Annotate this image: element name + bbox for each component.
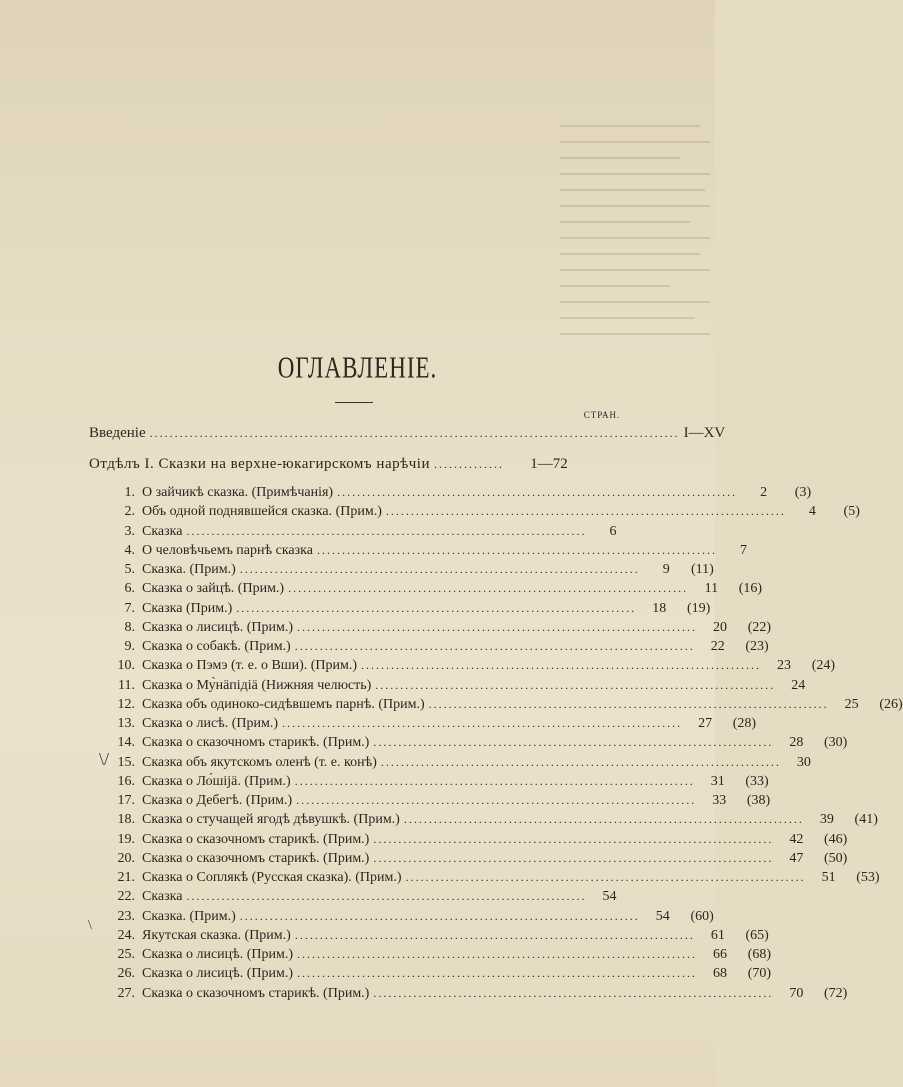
toc-entry-title: Сказка о Соплякѣ (Русская сказка). (Прим.) — [142, 870, 402, 885]
toc-entry-number: 26. — [117, 966, 135, 982]
toc-entry-number: 19. — [117, 831, 135, 847]
toc-entry-page: 31 — [710, 773, 725, 789]
toc-entry-row — [105, 947, 772, 967]
pencil-check-mark: \ — [88, 918, 92, 933]
toc-entry-page: 30 — [796, 754, 811, 770]
dot-leader: ................................................................................ — [375, 677, 776, 692]
dot-leader: ................................................................................ — [373, 985, 774, 1000]
toc-entry-number: 15. — [117, 754, 135, 770]
toc-intro-pages: I—XV — [683, 425, 726, 441]
toc-entry-note-page: (24) — [811, 658, 836, 674]
dot-leader: ................................................................................ — [294, 773, 695, 788]
toc-entry-page: 2 — [760, 485, 768, 500]
dot-leader: ................................................................................ — [288, 581, 689, 596]
toc-entry-number: 25. — [117, 947, 135, 962]
toc-entry-note-page: (46) — [824, 831, 848, 847]
toc-entry-note-page: (5) — [843, 504, 860, 520]
toc-entry-note-page: (22) — [747, 619, 772, 635]
toc-entry-title: Сказка о лисицѣ. (Прим.) — [142, 619, 294, 635]
toc-section-label: Отдѣлъ I. Сказки на верхне-юкагирскомъ нарѣчіи — [89, 456, 431, 472]
toc-entry-page: 9 — [662, 562, 670, 577]
dot-leader: ................................................................................ — [403, 812, 804, 827]
toc-entry-row — [105, 716, 757, 736]
toc-intro-label: Введеніе — [89, 425, 146, 441]
toc-entry-note-page: (23) — [745, 639, 769, 654]
toc-entry-row — [105, 850, 848, 871]
toc-entry-page: 28 — [789, 735, 804, 751]
dot-leader: ................................................................................ — [294, 639, 695, 653]
dot-leader: .......................................................................................................... — [149, 426, 680, 440]
toc-entry-page: 6 — [609, 523, 617, 539]
toc-entry-note-page: (65) — [745, 927, 769, 943]
dot-leader: ................................................................................ — [282, 716, 683, 730]
toc-entry-row — [105, 773, 769, 794]
toc-entry-row — [105, 581, 763, 601]
toc-entry-title: Сказка о Дебегѣ. (Прим.) — [142, 793, 293, 808]
toc-entry-title: Сказка о сказочномъ старикѣ. (Прим.) — [142, 850, 370, 866]
toc-entry-number: 20. — [117, 850, 135, 866]
toc-entry-title: Сказка объ якутскомъ оленѣ (т. е. конѣ) — [142, 754, 377, 770]
toc-entry-title: Сказка о сказочномъ старикѣ. (Прим.) — [142, 831, 370, 847]
toc-entry-page: 66 — [713, 947, 728, 962]
toc-entry-title: Сказка о лисицѣ. (Прим.) — [142, 966, 294, 982]
toc-entry-row — [105, 735, 848, 755]
dot-leader: ................................................................................ — [236, 600, 637, 615]
toc-entry-note-page: (28) — [732, 716, 757, 731]
toc-entry-note-page: (16) — [738, 581, 763, 597]
toc-entry-title: Сказка о зайцѣ. (Прим.) — [142, 581, 285, 597]
toc-entry-number: 22. — [117, 889, 135, 905]
toc-entry-page: 27 — [698, 716, 713, 731]
toc-entry-row — [105, 966, 772, 986]
toc-entry-note-page: (30) — [824, 735, 848, 751]
toc-entry-note-page: (3) — [794, 485, 812, 500]
toc-entry-title: Сказка — [142, 889, 183, 905]
toc-entry-page: 24 — [791, 677, 806, 693]
toc-entry-note-page: (11) — [690, 562, 714, 577]
toc-entry-title: Сказка. (Прим.) — [142, 908, 236, 924]
toc-entry-number: 5. — [124, 562, 135, 577]
dot-leader: ................................................................................ — [337, 485, 738, 499]
toc-entry-number: 14. — [117, 735, 135, 751]
toc-entry-row — [105, 658, 836, 678]
toc-entry-number: 13. — [117, 716, 135, 731]
toc-entry-row — [105, 793, 771, 813]
toc-entry-row — [105, 600, 711, 621]
toc-entry-number: 8. — [124, 619, 135, 635]
toc-entry-title: Сказка о сказочномъ старикѣ. (Прим.) — [142, 735, 370, 751]
toc-entry-row — [105, 889, 620, 909]
toc-entry-note-page: (72) — [824, 985, 848, 1001]
dot-leader: ................................................................................ — [239, 562, 640, 576]
bleed-through-text — [560, 125, 710, 349]
toc-entry-title: Сказка о собакѣ. (Прим.) — [142, 639, 291, 654]
toc-entry-page: 61 — [710, 927, 725, 943]
dot-leader: ................................................................................ — [297, 947, 698, 961]
title-rule — [335, 402, 373, 403]
toc-entry-row — [105, 619, 772, 640]
toc-entry-title: Сказка о стучащей ягодѣ дѣвушкѣ. (Прим.) — [142, 812, 400, 828]
toc-entry-row — [105, 985, 848, 1006]
toc-entry-row — [105, 754, 811, 775]
toc-entry-number: 9. — [124, 639, 135, 654]
toc-entry-page: 54 — [655, 908, 670, 924]
toc-intro-row — [89, 425, 726, 445]
toc-entry-row — [105, 485, 812, 505]
toc-entry-page: 18 — [652, 600, 667, 616]
dot-leader: ................................................................................ — [294, 927, 695, 942]
toc-entry-page: 33 — [712, 793, 727, 808]
toc-entry-row — [105, 504, 860, 524]
toc-entry-number: 24. — [117, 927, 135, 943]
toc-entry-note-page: (50) — [824, 850, 848, 866]
toc-entry-number: 18. — [117, 812, 135, 828]
toc-entry-number: 4. — [124, 542, 135, 558]
dot-leader: ................................................................................ — [186, 889, 587, 904]
dot-leader: ................................................................................ — [405, 870, 806, 884]
toc-entry-row — [105, 639, 769, 659]
toc-entry-note-page: (26) — [879, 696, 903, 712]
toc-entry-page: 54 — [602, 889, 617, 905]
toc-entry-title: Сказка объ одиноко-сидѣвшемъ парнѣ. (Прим.) — [142, 696, 425, 712]
toc-entry-title: Сказка о сказочномъ старикѣ. (Прим.) — [142, 985, 370, 1001]
toc-entry-row — [105, 908, 714, 929]
toc-entry-number: 23. — [117, 908, 135, 924]
toc-entry-page: 7 — [739, 542, 747, 558]
dot-leader: .............. — [434, 457, 505, 471]
toc-entry-number: 17. — [117, 793, 135, 808]
dot-leader: ................................................................................ — [297, 966, 698, 981]
toc-entry-row — [105, 562, 714, 582]
dot-leader: ................................................................................ — [297, 619, 698, 634]
toc-entry-number: 1. — [124, 485, 135, 500]
page-title: ОГЛАВЛЕНІЕ. — [277, 350, 438, 385]
toc-entry-page: 25 — [844, 696, 859, 712]
toc-entry-title: Сказка. (Прим.) — [142, 562, 236, 577]
dot-leader: ................................................................................ — [428, 696, 829, 711]
dot-leader: ................................................................................ — [186, 523, 587, 538]
toc-entry-page: 39 — [819, 812, 834, 828]
toc-entry-title: О человѣчьемъ парнѣ сказка — [142, 542, 313, 558]
toc-entry-title: Сказка о Ло́шіjä. (Прим.) — [142, 773, 291, 789]
toc-entry-page: 11 — [704, 581, 719, 597]
toc-entry-title: Сказка о лисицѣ. (Прим.) — [142, 947, 294, 962]
toc-entry-page: 22 — [710, 639, 725, 654]
toc-entry-row — [105, 870, 880, 890]
dot-leader: ................................................................................ — [385, 504, 786, 519]
toc-entry-title: Сказка — [142, 523, 183, 539]
toc-section-row — [89, 456, 616, 476]
toc-entry-number: 27. — [117, 985, 135, 1001]
toc-entry-number: 3. — [124, 523, 135, 539]
toc-entry-title: Сказка о лисѣ. (Прим.) — [142, 716, 279, 731]
toc-entry-row — [105, 696, 903, 717]
toc-entry-page: 23 — [777, 658, 792, 674]
dot-leader: ................................................................................ — [373, 831, 774, 846]
toc-entry-note-page: (68) — [747, 947, 772, 962]
dot-leader: ................................................................................ — [373, 850, 774, 865]
dot-leader: ................................................................................ — [361, 658, 762, 673]
toc-section-pages: 1—72 — [530, 456, 568, 472]
toc-entry-title: О зайчикѣ сказка. (Примѣчанія) — [142, 485, 334, 500]
toc-entry-row — [105, 542, 747, 563]
toc-entry-number: 7. — [124, 600, 135, 616]
toc-entry-number: 11. — [118, 677, 135, 693]
toc-entry-page: 51 — [821, 870, 836, 885]
toc-entry-note-page: (70) — [747, 966, 772, 982]
dot-leader: ................................................................................ — [239, 908, 640, 923]
page-column-label: СТРАН. — [583, 410, 621, 420]
dot-leader: ................................................................................ — [380, 754, 781, 769]
toc-entry-note-page: (53) — [856, 870, 880, 885]
toc-entry-number: 16. — [117, 773, 135, 789]
dot-leader: ................................................................................ — [316, 542, 717, 557]
toc-entry-number: 2. — [124, 504, 135, 520]
toc-entry-row — [105, 677, 806, 698]
toc-entry-note-page: (38) — [746, 793, 771, 808]
pencil-check-mark: \/ — [99, 749, 110, 769]
toc-entry-page: 42 — [789, 831, 804, 847]
toc-entry-number: 6. — [124, 581, 135, 597]
toc-entry-row — [105, 812, 878, 832]
toc-entry-title: Объ одной поднявшейся сказка. (Прим.) — [142, 504, 382, 520]
toc-entry-page: 20 — [713, 619, 728, 635]
toc-entry-title: Сказка о Пэмэ (т. е. о Вши). (Прим.) — [142, 658, 358, 674]
toc-entry-page: 4 — [808, 504, 816, 520]
toc-entry-number: 21. — [117, 870, 135, 885]
toc-entry-row — [105, 927, 769, 948]
toc-entry-title: Сказка о Му̀нäпідіä (Нижняя челюсть) — [142, 677, 372, 693]
dot-leader: ................................................................................ — [296, 793, 697, 807]
toc-entry-number: 10. — [117, 658, 135, 674]
toc-entry-page: 68 — [713, 966, 728, 982]
dot-leader: ................................................................................ — [373, 735, 774, 750]
toc-entry-number: 12. — [117, 696, 135, 712]
toc-entry-note-page: (60) — [690, 908, 714, 924]
toc-entry-row — [105, 524, 620, 544]
toc-entry-title: Якутская сказка. (Прим.) — [142, 927, 291, 943]
toc-entry-page: 47 — [789, 850, 804, 866]
toc-entry-note-page: (41) — [854, 812, 878, 828]
toc-entry-note-page: (33) — [745, 773, 769, 789]
toc-entry-note-page: (19) — [686, 600, 711, 616]
toc-entry-page: 70 — [789, 985, 804, 1001]
toc-entry-row — [105, 831, 848, 852]
toc-entry-title: Сказка (Прим.) — [142, 600, 233, 616]
